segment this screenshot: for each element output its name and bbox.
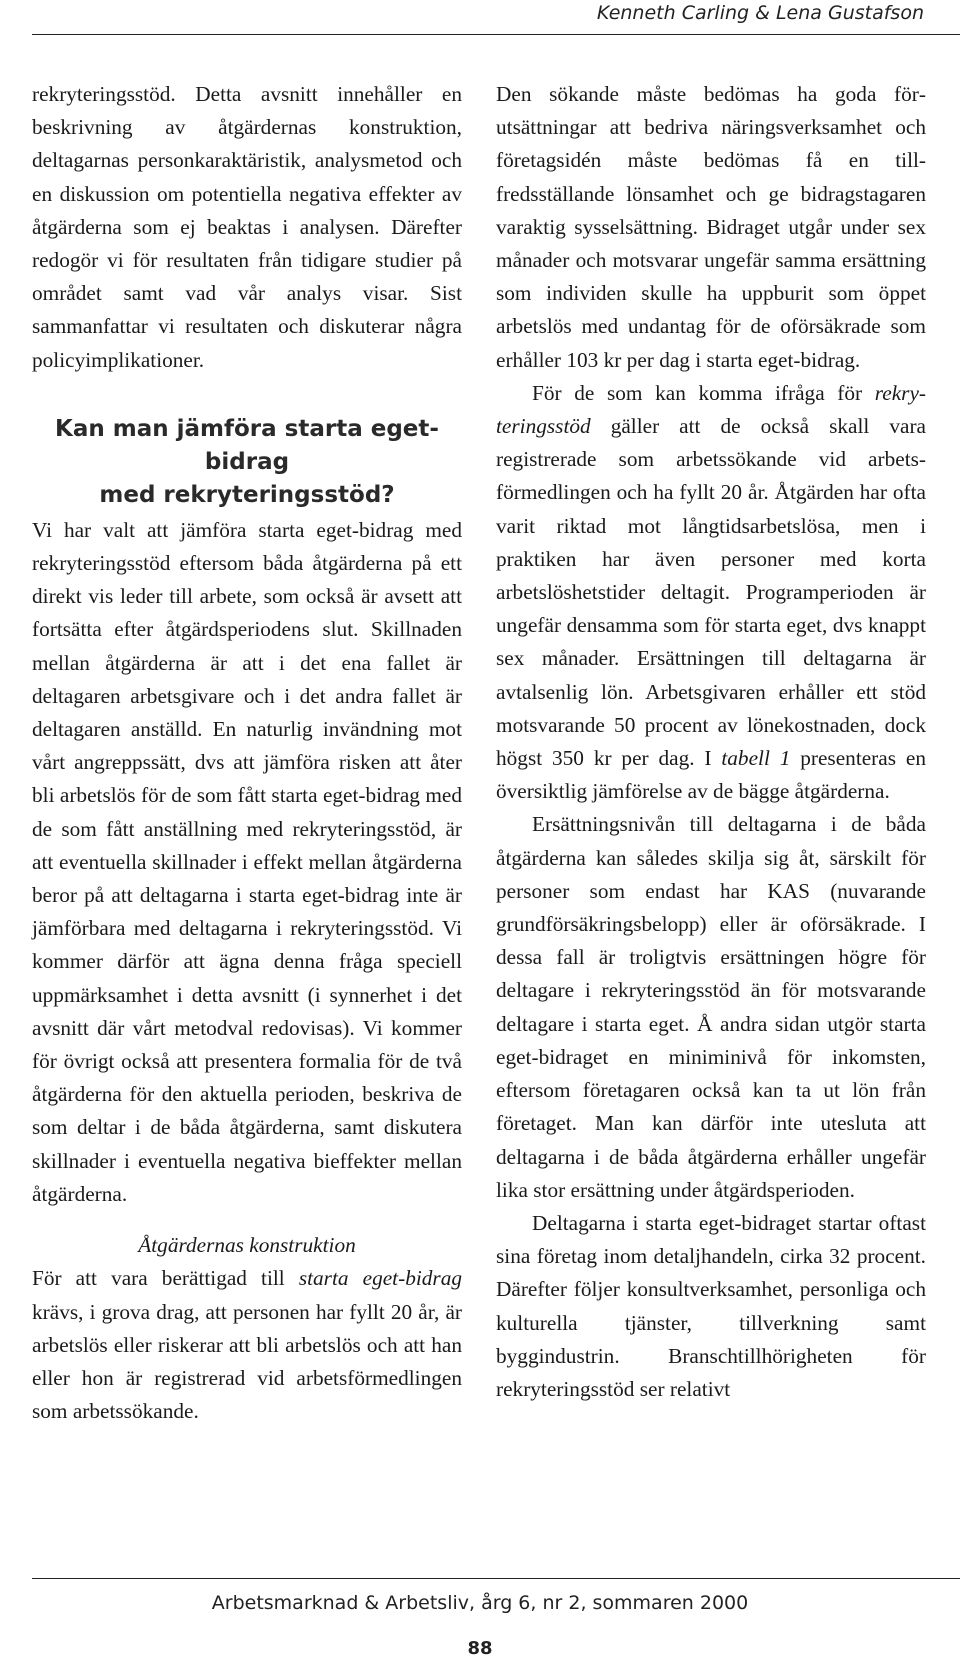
recruitment-emphasis: rekryteringsstöd [496, 380, 926, 439]
page-number: 88 [467, 1638, 493, 1659]
eligibility-text-a: För att vara berättigad till [32, 1266, 299, 1291]
compensation-paragraph: Ersättningsnivån till deltagarna i de båda åtgärderna kan således skilja sig åt, särskilt för personer som endast har KAS (nuvarande grundförsäkringsbelopp) eller är oförsäkrade. I dessa fall är troligtvis ersättningen högre för deltagare i rekryteringsstöd än för motsvarande deltagare i starta eget. Å andra sidan utgör starta eget-bidraget en miniminivå för inkomsten, eftersom företagaren också kan ta ut lön från företaget. Man kan därför inte utesluta att deltagarna i de båda åtgärderna erhåller ungefär lika stor ersättning under åtgärdsperioden. [496, 812, 926, 1202]
recruitment-text-b: gäller att de också skall vara registrerade som arbetssökande vid arbetsförmedlingen och ha fyllt 20 år. Åtgärden har ofta varit riktad mot långtidsarbetslösa, men i praktiken har även personer med korta arbetslöshetstider deltagit. Programperioden är ungefär densamma som för starta eget, dvs knappt sex månader. Ersättningen till deltagarna är avtalsenlig lön. Arbetsgivaren erhåller ett stöd motsvarande 50 procent av lönekostnaden, dock högst 350 kr per dag. I [496, 414, 926, 771]
section-heading [32, 413, 462, 512]
right-column [496, 78, 926, 1406]
table-reference: tabell 1 [721, 746, 791, 771]
subsection-heading: Åtgärdernas konstruktion [138, 1233, 356, 1258]
left-column [32, 78, 462, 1428]
header-rule [32, 34, 960, 35]
section-heading-line-2: med rekryteringsstöd? [99, 481, 395, 508]
applicant-paragraph: Den sökande måste bedömas ha goda förutsättningar att bedriva näringsverksamhet och företagsidén måste bedömas få en tillfredsställande lönsamhet och ge bidragstagaren varaktig sysselsättning. Bidraget utgår under sex månader och motsvarar ungefär samma ersättning som individen skulle ha uppburit som öppet arbetslös med undantag för de oförsäkrade som erhåller 103 kr per dag i starta eget-bidrag. [496, 82, 926, 372]
recruitment-text-a: För de som kan komma ifråga för [532, 380, 875, 405]
recruitment-text-c: presenteras en översiktlig jämförelse av de bägge åtgärderna. [496, 746, 926, 804]
eligibility-emphasis: starta eget-bidrag [298, 1266, 462, 1291]
industry-paragraph: Deltagarna i starta eget-bidraget startar oftast sina företag inom detaljhandeln, cirka 32 procent. Därefter följer konsultverksamhet, personliga och kulturella tjänster, tillverkning samt byggindustrin. Branschtillhörigheten för rekryteringsstöd ser relativt [496, 1210, 926, 1401]
intro-paragraph: rekryteringsstöd. Detta avsnitt innehåller en beskrivning av åtgärdernas konstruktion, deltagarnas personkaraktäristik, analysmetod och en diskussion om potentiella negativa effekter av åtgärderna som ej beaktas i analysen. Därefter redogör vi för resultaten från tidigare studier på området samt vad vår analys visar. Sist sammanfattar vi resultaten och diskuterar några policyimplikationer. [32, 82, 462, 372]
eligibility-paragraph [32, 1262, 462, 1428]
running-header-authors: Kenneth Carling & Lena Gustafson [596, 2, 924, 24]
section-heading-line-1: Kan man jämföra starta eget-bidrag [55, 415, 439, 475]
footer-rule [32, 1578, 960, 1579]
journal-citation: Arbetsmarknad & Arbetsliv, årg 6, nr 2, sommaren 2000 [211, 1592, 749, 1614]
comparison-paragraph: Vi har valt att jämföra starta eget-bidrag med rekryteringsstöd eftersom båda åtgärderna på ett direkt vis leder till arbete, som också är avsett att fortsätta efter åtgärdsperiodens slut. Skillnaden mellan åtgärderna är att i det ena fallet är deltagaren arbetsgivare och i det andra fallet är deltagaren anställd. En naturlig invändning mot vårt angreppssätt, dvs att jämföra risken att åter bli arbetslös för de som fått starta eget-bidrag med de som fått anställning med rekryteringsstöd, är att eventuella skillnader i effekt mellan åtgärderna beror på att deltagarna i starta eget-bidrag inte är jämförbara med deltagarna i rekryteringsstöd. Vi kommer därför att ägna denna fråga speciell uppmärksamhet i detta avsnitt (i synnerhet i det avsnitt där vårt metodval redovisas). Vi kommer för övrigt också att presentera formalia för de två åtgärderna för den aktuella perioden, beskriva de som deltar i de båda åtgärderna, samt diskutera skillnader i eventuella negativa bieffekter mellan åtgärderna. [32, 517, 462, 1206]
recruitment-paragraph [496, 377, 926, 809]
eligibility-text-b: krävs, i grova drag, att personen har fyllt 20 år, är arbetslös eller riskerar att bli arbetslös och att han eller hon är registrerad vid arbetsförmedlingen som arbetssökande. [32, 1299, 462, 1424]
